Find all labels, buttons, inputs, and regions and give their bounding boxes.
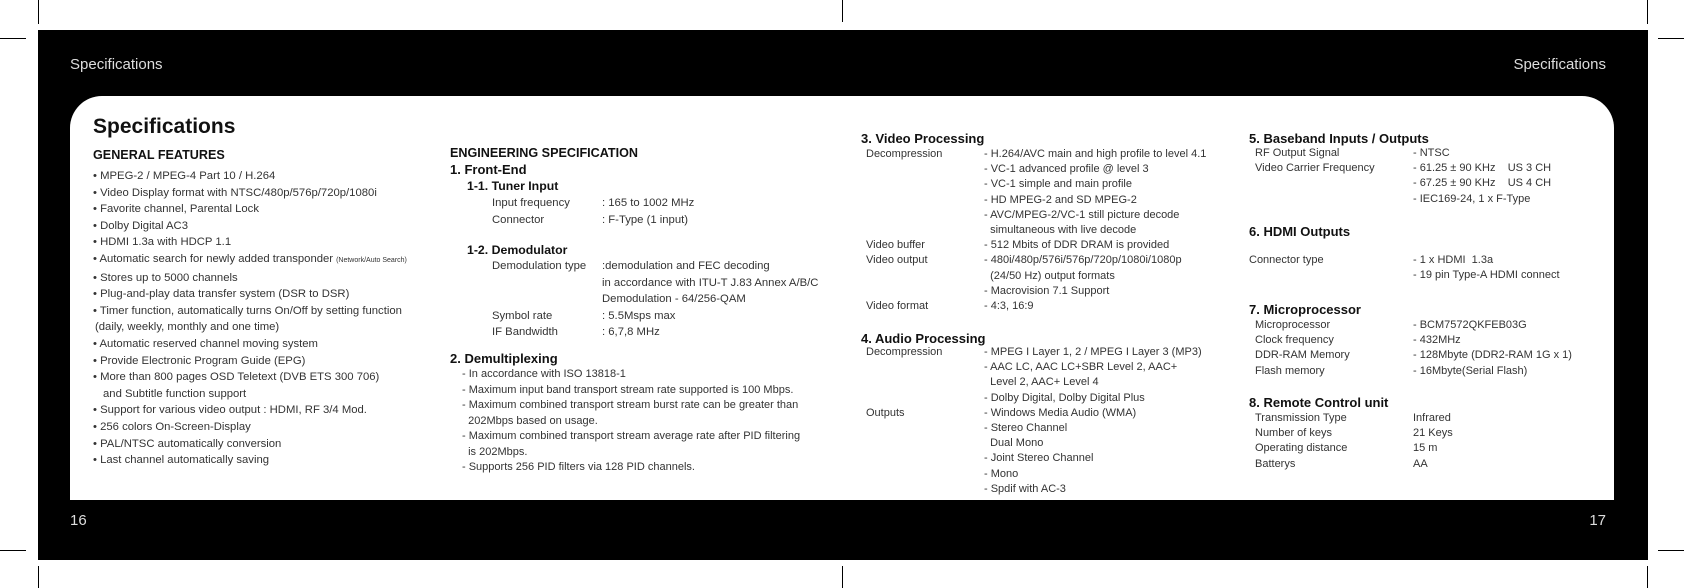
spec-row bbox=[866, 467, 1202, 482]
spec-value: - Dolby Digital, Dolby Digital Plus bbox=[984, 391, 1145, 404]
spec-value: (24/50 Hz) output formats bbox=[984, 269, 1115, 282]
spec-row bbox=[866, 162, 1206, 177]
spec-row bbox=[866, 421, 1202, 436]
header-left-title: Specifications bbox=[70, 56, 163, 73]
feature-item: • Dolby Digital AC3 bbox=[93, 219, 188, 232]
spec-row bbox=[866, 451, 1202, 466]
feature-item: • Provide Electronic Program Guide (EPG) bbox=[93, 354, 306, 367]
crop-mark bbox=[0, 38, 26, 39]
spec-value: - Mono bbox=[984, 467, 1019, 480]
spec-value: - BCM7572QKFEB03G bbox=[1413, 319, 1527, 331]
spec-row bbox=[1255, 333, 1572, 348]
spec-row bbox=[866, 406, 1202, 421]
microprocessor-table bbox=[1255, 318, 1572, 379]
spec-key bbox=[866, 436, 984, 451]
spec-value: - IEC169-24, 1 x F-Type bbox=[1413, 192, 1531, 205]
hdmi-table bbox=[1249, 253, 1560, 283]
spec-key: Input frequency bbox=[492, 197, 570, 209]
crop-mark bbox=[0, 550, 26, 551]
spec-value: - NTSC bbox=[1413, 147, 1450, 159]
front-end-heading: 1. Front-End bbox=[450, 162, 527, 177]
crop-mark bbox=[1647, 0, 1648, 24]
engineering-heading: ENGINEERING SPECIFICATION bbox=[450, 146, 638, 160]
demultiplexing-list bbox=[462, 367, 800, 476]
spec-value: AA bbox=[1413, 457, 1428, 470]
spec-key: Video format bbox=[866, 300, 929, 313]
spec-row bbox=[866, 238, 1206, 253]
spec-key bbox=[1249, 268, 1413, 283]
remote-control-heading: 8. Remote Control unit bbox=[1249, 395, 1389, 410]
spec-key bbox=[866, 421, 984, 436]
feature-item: • Favorite channel, Parental Lock bbox=[93, 203, 259, 216]
spec-row bbox=[1255, 161, 1551, 176]
spec-row bbox=[1255, 457, 1453, 472]
crop-mark bbox=[38, 566, 39, 588]
crop-mark bbox=[1658, 550, 1684, 551]
spec-key: Symbol rate bbox=[492, 309, 553, 322]
page-title: Specifications bbox=[93, 115, 236, 138]
spec-key: Outputs bbox=[866, 406, 905, 419]
spec-key bbox=[492, 275, 602, 292]
spec-value: - HD MPEG-2 and SD MPEG-2 bbox=[984, 193, 1137, 206]
spec-key: Connector bbox=[492, 213, 545, 226]
spec-key: Decompression bbox=[866, 346, 943, 358]
feature-item: • 256 colors On-Screen-Display bbox=[93, 420, 251, 433]
demux-item: - Maximum combined transport stream burst rate can be greater than bbox=[462, 399, 799, 411]
spec-value: - 67.25 ± 90 KHz US 4 CH bbox=[1413, 177, 1552, 190]
spec-value: - MPEG I Layer 1, 2 / MPEG I Layer 3 (MP3) bbox=[984, 346, 1202, 358]
demultiplexing-heading: 2. Demultiplexing bbox=[450, 351, 558, 366]
spec-value: - VC-1 advanced profile @ level 3 bbox=[984, 163, 1149, 176]
spec-value: :demodulation and FEC decoding bbox=[602, 260, 770, 272]
spec-key: RF Output Signal bbox=[1255, 147, 1340, 159]
feature-item: • MPEG-2 / MPEG-4 Part 10 / H.264 bbox=[93, 170, 276, 182]
baseband-heading: 5. Baseband Inputs / Outputs bbox=[1249, 131, 1429, 146]
spec-row bbox=[1255, 411, 1453, 426]
demux-item: 202Mbps based on usage. bbox=[462, 414, 598, 427]
spec-key bbox=[866, 193, 984, 208]
spec-value: - 1 x HDMI 1.3a bbox=[1413, 254, 1494, 266]
spec-value: : F-Type (1 input) bbox=[602, 213, 689, 226]
feature-item: • Automatic reserved channel moving system bbox=[93, 337, 318, 350]
spec-row bbox=[866, 482, 1202, 497]
feature-item: • HDMI 1.3a with HDCP 1.1 bbox=[93, 236, 232, 249]
spec-value: Infrared bbox=[1413, 412, 1451, 424]
general-features-heading: GENERAL FEATURES bbox=[93, 148, 225, 162]
spec-value: simultaneous with live decode bbox=[984, 224, 1137, 237]
spec-row bbox=[1255, 146, 1551, 161]
spec-key: Video Carrier Frequency bbox=[1255, 162, 1375, 175]
spec-key: Connector type bbox=[1249, 254, 1324, 266]
spec-value: Demodulation - 64/256-QAM bbox=[602, 293, 746, 306]
spec-key bbox=[866, 375, 984, 390]
spec-value: - H.264/AVC main and high profile to level 4.1 bbox=[984, 148, 1207, 160]
spec-value: - 16Mbyte(Serial Flash) bbox=[1413, 364, 1528, 377]
crop-mark bbox=[1647, 566, 1648, 588]
spec-value: - 61.25 ± 90 KHz US 3 CH bbox=[1413, 162, 1552, 175]
spec-key bbox=[866, 391, 984, 406]
spec-row bbox=[492, 291, 818, 308]
spec-key: DDR-RAM Memory bbox=[1255, 349, 1350, 362]
demux-item: is 202Mbps. bbox=[462, 445, 528, 458]
video-processing-heading: 3. Video Processing bbox=[861, 131, 985, 146]
spec-key bbox=[866, 360, 984, 375]
crop-mark bbox=[1658, 38, 1684, 39]
demux-item: - In accordance with ISO 13818-1 bbox=[462, 368, 626, 380]
spec-row bbox=[866, 345, 1202, 360]
demodulator-table bbox=[492, 258, 818, 341]
spec-key bbox=[866, 467, 984, 482]
spec-value: - Macrovision 7.1 Support bbox=[984, 284, 1110, 297]
spec-value: - Stereo Channel bbox=[984, 422, 1068, 435]
demodulator-heading: 1-2. Demodulator bbox=[467, 243, 568, 257]
spec-key: Batterys bbox=[1255, 457, 1296, 470]
baseband-table bbox=[1255, 146, 1551, 207]
spec-row bbox=[1249, 253, 1560, 268]
spec-key bbox=[866, 451, 984, 466]
spec-row bbox=[866, 208, 1206, 223]
audio-processing-heading: 4. Audio Processing bbox=[861, 331, 986, 346]
spec-key: Microprocessor bbox=[1255, 319, 1331, 331]
spec-value: 21 Keys bbox=[1413, 427, 1453, 440]
spec-row bbox=[1255, 318, 1572, 333]
spec-value: - Windows Media Audio (WMA) bbox=[984, 406, 1137, 419]
spec-key: Transmission Type bbox=[1255, 412, 1347, 424]
spec-key bbox=[492, 291, 602, 308]
spec-value: in accordance with ITU-T J.83 Annex A/B/C bbox=[602, 276, 819, 289]
spec-row bbox=[866, 269, 1206, 284]
feature-note: (Network/Auto Search) bbox=[336, 256, 407, 264]
spec-row bbox=[1255, 426, 1453, 441]
feature-item: • Plug-and-play data transfer system (DSR to DSR) bbox=[93, 288, 350, 301]
spec-key: Decompression bbox=[866, 148, 943, 160]
spec-row bbox=[492, 258, 818, 275]
header-right-title: Specifications bbox=[1513, 56, 1606, 73]
spec-value: - 432MHz bbox=[1413, 334, 1461, 347]
spec-row bbox=[866, 284, 1206, 299]
spec-key bbox=[866, 269, 984, 284]
spec-row bbox=[866, 375, 1202, 390]
crop-mark bbox=[842, 0, 843, 22]
spec-key: Operating distance bbox=[1255, 442, 1348, 455]
spec-value: - 4:3, 16:9 bbox=[984, 300, 1034, 313]
spec-row bbox=[492, 324, 818, 341]
spec-key bbox=[866, 482, 984, 497]
feature-item: • PAL/NTSC automatically conversion bbox=[93, 437, 282, 450]
spec-key: Clock frequency bbox=[1255, 334, 1334, 347]
spec-value: - 19 pin Type-A HDMI connect bbox=[1413, 269, 1560, 282]
crop-mark bbox=[842, 566, 843, 588]
spec-row bbox=[866, 147, 1206, 162]
spec-value: - Spdif with AC-3 bbox=[984, 482, 1066, 495]
video-processing-table bbox=[866, 147, 1206, 314]
microprocessor-heading: 7. Microprocessor bbox=[1249, 302, 1361, 317]
spec-value: - VC-1 simple and main profile bbox=[984, 178, 1132, 191]
spec-value: Level 2, AAC+ Level 4 bbox=[984, 376, 1099, 389]
spec-value: Dual Mono bbox=[984, 437, 1044, 450]
spec-row bbox=[1249, 268, 1560, 283]
spec-row bbox=[866, 193, 1206, 208]
remote-control-table bbox=[1255, 411, 1453, 472]
spec-row bbox=[866, 299, 1206, 314]
spec-key: Video buffer bbox=[866, 239, 925, 252]
spec-value: : 5.5Msps max bbox=[602, 309, 676, 322]
spec-key bbox=[866, 223, 984, 238]
demux-item: - Supports 256 PID filters via 128 PID channels. bbox=[462, 461, 695, 473]
spec-value: - Joint Stereo Channel bbox=[984, 452, 1094, 465]
spec-value: 15 m bbox=[1413, 442, 1438, 455]
spec-key bbox=[866, 208, 984, 223]
feature-item: • Last channel automatically saving bbox=[93, 454, 270, 467]
spec-row bbox=[866, 391, 1202, 406]
spec-key bbox=[866, 162, 984, 177]
demux-item: - Maximum input band transport stream rate supported is 100 Mbps. bbox=[462, 383, 794, 396]
spec-key bbox=[1255, 176, 1413, 191]
tuner-input-heading: 1-1. Tuner Input bbox=[467, 179, 559, 193]
spec-row bbox=[492, 275, 818, 292]
crop-mark bbox=[38, 0, 39, 24]
feature-item: • Video Display format with NTSC/480p/576p/720p/1080i bbox=[93, 186, 377, 199]
spec-row bbox=[1255, 441, 1453, 456]
spec-row bbox=[866, 360, 1202, 375]
feature-item: (daily, weekly, monthly and one time) bbox=[95, 321, 280, 334]
spec-key bbox=[866, 177, 984, 192]
spec-row bbox=[492, 195, 694, 212]
spec-value: - AAC LC, AAC LC+SBR Level 2, AAC+ bbox=[984, 361, 1178, 374]
feature-item: • More than 800 pages OSD Teletext (DVB ETS 300 706) bbox=[93, 371, 380, 384]
spec-row bbox=[866, 253, 1206, 268]
general-features-list bbox=[93, 168, 407, 469]
spec-key bbox=[866, 284, 984, 299]
feature-item: • Stores up to 5000 channels bbox=[93, 271, 238, 284]
spec-row bbox=[1255, 176, 1551, 191]
spec-row bbox=[866, 436, 1202, 451]
hdmi-heading: 6. HDMI Outputs bbox=[1249, 224, 1351, 239]
page-number-left: 16 bbox=[70, 512, 87, 529]
spec-value: : 6,7,8 MHz bbox=[602, 326, 660, 339]
tuner-table bbox=[492, 195, 694, 228]
spec-value: : 165 to 1002 MHz bbox=[602, 197, 695, 209]
spec-row bbox=[492, 212, 694, 229]
spec-value: - 128Mbyte (DDR2-RAM 1G x 1) bbox=[1413, 349, 1572, 362]
spec-row bbox=[1255, 364, 1572, 379]
feature-item: • Support for various video output : HDMI, RF 3/4 Mod. bbox=[93, 404, 367, 417]
spec-value: - 480i/480p/576i/576p/720p/1080i/1080p bbox=[984, 254, 1182, 267]
spec-key bbox=[1255, 192, 1413, 207]
spec-row bbox=[492, 308, 818, 325]
spec-row bbox=[1255, 348, 1572, 363]
spec-row bbox=[1255, 192, 1551, 207]
spec-row bbox=[866, 223, 1206, 238]
spec-key: Number of keys bbox=[1255, 427, 1333, 440]
feature-item: and Subtitle function support bbox=[103, 387, 247, 400]
demux-item: - Maximum combined transport stream average rate after PID filtering bbox=[462, 430, 801, 442]
spec-value: - 512 Mbits of DDR DRAM is provided bbox=[984, 239, 1170, 252]
spec-row bbox=[866, 177, 1206, 192]
spec-key: IF Bandwidth bbox=[492, 326, 558, 339]
page-number-right: 17 bbox=[1589, 512, 1606, 529]
feature-item: • Timer function, automatically turns On/Off by setting function bbox=[93, 304, 402, 317]
audio-processing-table bbox=[866, 345, 1202, 497]
spec-value: - AVC/MPEG-2/VC-1 still picture decode bbox=[984, 208, 1180, 221]
spec-key: Flash memory bbox=[1255, 364, 1325, 377]
feature-item: • Automatic search for newly added transponder (Network/Auto Search) bbox=[93, 252, 407, 265]
spec-key: Demodulation type bbox=[492, 260, 587, 272]
spec-key: Video output bbox=[866, 254, 928, 267]
